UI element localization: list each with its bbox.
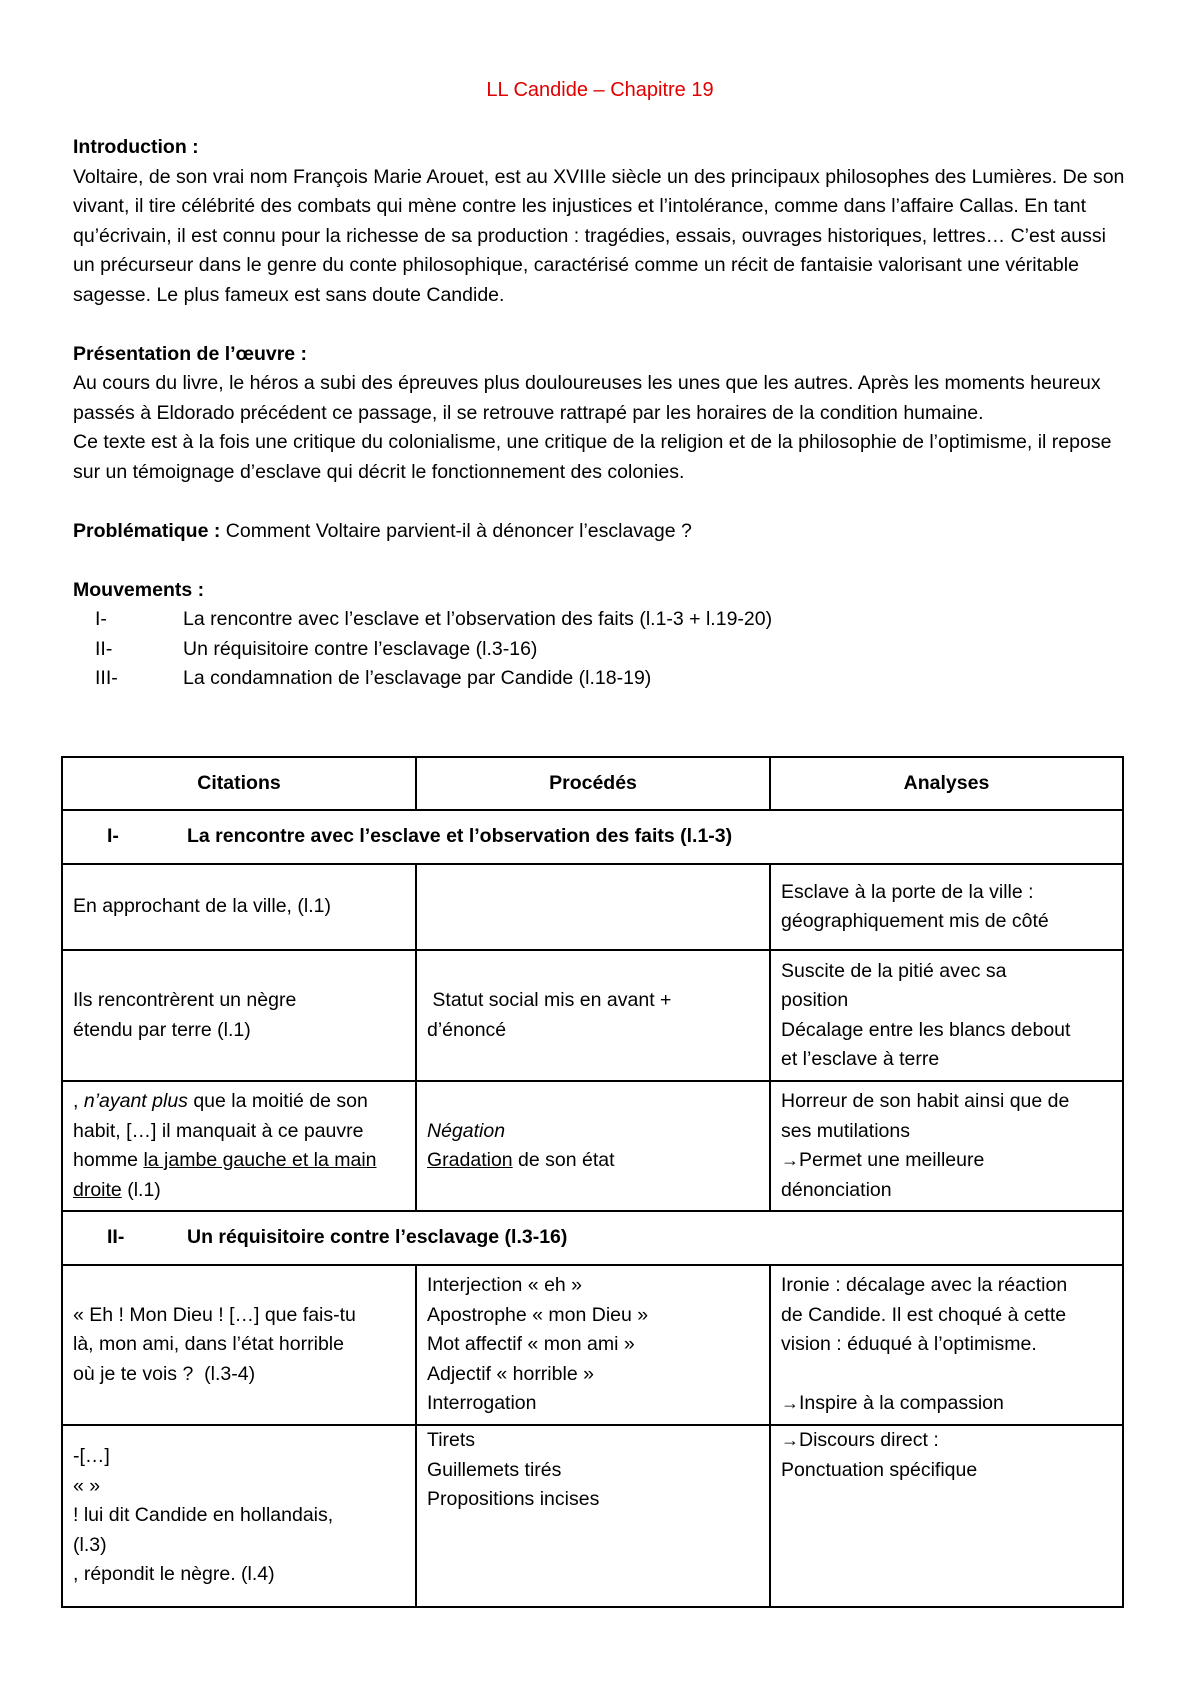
analysis-table — [61, 756, 1124, 1608]
section-title — [62, 810, 1123, 864]
mouvement-item — [73, 635, 1133, 665]
analyse-cell — [770, 1425, 1123, 1607]
cell-line: -[…] — [73, 1445, 110, 1468]
procede-cell — [416, 950, 770, 1081]
cell-line: Inspire à la compassion — [799, 1392, 1004, 1415]
document-body — [73, 133, 1133, 694]
mouvement-text: La rencontre avec l’esclave et l’observation des faits (l.1-3 + l.19-20) — [183, 608, 773, 630]
section-title — [62, 1211, 1123, 1265]
cell-line: Tirets — [427, 1429, 476, 1451]
cell-line: Mot affectif « mon ami » — [427, 1333, 635, 1356]
procede-cell — [416, 1425, 770, 1607]
presentation-heading: Présentation de l’œuvre : — [73, 342, 308, 365]
cell-line: Esclave à la porte de la ville : — [781, 880, 1034, 903]
cell-line: Ils rencontrèrent un nègre — [73, 989, 297, 1011]
citation-cell — [62, 1425, 416, 1607]
procede-cell — [416, 1265, 770, 1425]
cell-line: « » — [73, 1474, 101, 1497]
citation-cell — [62, 950, 416, 1081]
mouvement-item — [73, 664, 1133, 694]
section-number: I- — [107, 825, 119, 848]
citation-text: que la moitié de son habit, […] il manquait à ce pauvre homme — [73, 1090, 368, 1171]
mouvement-text: La condamnation de l’esclavage par Candide (l.18-19) — [183, 667, 652, 689]
cell-line: ses mutilations — [781, 1119, 910, 1142]
header-citations: Citations — [62, 757, 416, 810]
cell-line: Horreur de son habit ainsi que de — [781, 1090, 1070, 1112]
cell-line: vision : éduqué à l’optimisme. — [781, 1333, 1037, 1356]
cell-line: d’énoncé — [427, 1018, 507, 1041]
section-label: La rencontre avec l’esclave et l’observation des faits (l.1-3) — [187, 825, 733, 848]
presentation-paragraph-2: Ce texte est à la fois une critique du colonialisme, une critique de la religion et de la philosophie de l’optimisme, il repose sur un témoignage d’esclave qui décrit le fonctionnement des colonies. — [73, 431, 1112, 483]
table-row — [62, 1265, 1123, 1425]
table-header-row — [62, 757, 1123, 810]
cell-line: de Candide. Il est choqué à cette — [781, 1303, 1067, 1326]
analyse-cell — [770, 950, 1123, 1081]
citation-text: (l.1) — [121, 1178, 161, 1201]
citation-text: , — [73, 1090, 84, 1112]
analyse-cell — [770, 864, 1123, 950]
table-row — [62, 950, 1123, 1081]
cell-line: étendu par terre (l.1) — [73, 1018, 251, 1041]
intro-text: Voltaire, de son vrai nom François Marie Arouet, est au XVIIIe siècle un des principaux philosophes des Lumières. De son vivant, il tire célébrité des combats qui mène contre les injustices et l’intolérance, comme dans l’affaire Callas. En tant qu’écrivain, il est connu pour la richesse de sa production : tragédies, essais, ouvrages historiques, lettres… C’est aussi un précurseur dans le genre du conte philosophique, caractérisé comme un récit de fantaisie valorisant une véritable sagesse. Le plus fameux est sans doute Candide. — [73, 165, 1125, 306]
section-row-1 — [62, 810, 1123, 864]
cell-line: , répondit le nègre. (l.4) — [73, 1563, 275, 1586]
mouvement-item — [73, 605, 1133, 635]
mouvement-number: III- — [95, 667, 118, 689]
cell-line: Ironie : décalage avec la réaction — [781, 1274, 1068, 1297]
table-row — [62, 864, 1123, 950]
problematique — [73, 517, 1133, 547]
presentation-paragraph-1: Au cours du livre, le héros a subi des épreuves plus douloureuses les unes que les autres. Après les moments heureux passés à Eldorado précédent ce passage, il se retrouve rattrapé par les horaires de la condition humaine. — [73, 372, 1101, 424]
cell-line: ! lui dit Candide en hollandais, — [73, 1504, 334, 1527]
citation-cell — [62, 1265, 416, 1425]
cell-line: Interjection « eh » — [427, 1274, 583, 1297]
header-analyses: Analyses — [770, 757, 1123, 810]
cell-line: Permet une meilleure — [799, 1149, 985, 1171]
intro-heading: Introduction : — [73, 136, 199, 158]
analyse-cell — [770, 1265, 1123, 1425]
cell-line: Apostrophe « mon Dieu » — [427, 1303, 649, 1326]
citation-italic: n’ayant plus — [83, 1090, 188, 1112]
section-label: Un réquisitoire contre l’esclavage (l.3-16) — [187, 1226, 568, 1249]
mouvement-text: Un réquisitoire contre l’esclavage (l.3-16) — [183, 637, 538, 660]
cell-line: où je te vois ? (l.3-4) — [73, 1362, 256, 1385]
cell-line: Suscite de la pitié avec sa — [781, 959, 1007, 982]
arrow-right-icon: → — [781, 1430, 799, 1450]
section-row-2 — [62, 1211, 1123, 1265]
cell-line: Décalage entre les blancs debout — [781, 1018, 1071, 1041]
cell-line: Interrogation — [427, 1392, 537, 1415]
citation-cell: En approchant de la ville, (l.1) — [62, 864, 416, 950]
cell-line: « Eh ! Mon Dieu ! […] que fais-tu — [73, 1303, 356, 1326]
mouvements-heading: Mouvements : — [73, 578, 205, 601]
arrow-right-icon: → — [781, 1150, 799, 1170]
cell-line: Propositions incises — [427, 1488, 600, 1510]
arrow-right-icon: → — [781, 1393, 799, 1414]
cell-line: (l.3) — [73, 1533, 107, 1556]
document-title: LL Candide – Chapitre 19 — [486, 79, 714, 101]
procede-cell — [416, 1081, 770, 1211]
cell-line: Ponctuation spécifique — [781, 1458, 978, 1481]
cell-line: Statut social mis en avant + — [427, 989, 672, 1011]
cell-line: et l’esclave à terre — [781, 1048, 940, 1070]
procede-italic: Négation — [427, 1119, 506, 1142]
cell-line: là, mon ami, dans l’état horrible — [73, 1333, 344, 1356]
cell-line: dénonciation — [781, 1178, 892, 1201]
cell-line: Discours direct : — [799, 1429, 939, 1451]
citation-underlined: la jambe gauche et la main droite — [73, 1149, 377, 1201]
analyse-cell — [770, 1081, 1123, 1211]
procede-cell — [416, 864, 770, 950]
table-row — [62, 1425, 1123, 1607]
procede-underlined: Gradation — [427, 1149, 513, 1171]
table-row — [62, 1081, 1123, 1211]
mouvement-number: I- — [95, 608, 107, 630]
citation-cell — [62, 1081, 416, 1211]
cell-line: Guillemets tirés — [427, 1458, 562, 1481]
cell-line: position — [781, 989, 849, 1011]
cell-line: Adjectif « horrible » — [427, 1362, 594, 1385]
procede-text: de son état — [512, 1149, 615, 1171]
header-procedes: Procédés — [416, 757, 770, 810]
cell-line: géographiquement mis de côté — [781, 910, 1049, 932]
problematique-label: Problématique : — [73, 519, 221, 542]
mouvement-number: II- — [95, 637, 113, 660]
problematique-text: Comment Voltaire parvient-il à dénoncer l’esclavage ? — [220, 519, 692, 542]
section-number: II- — [107, 1226, 125, 1249]
